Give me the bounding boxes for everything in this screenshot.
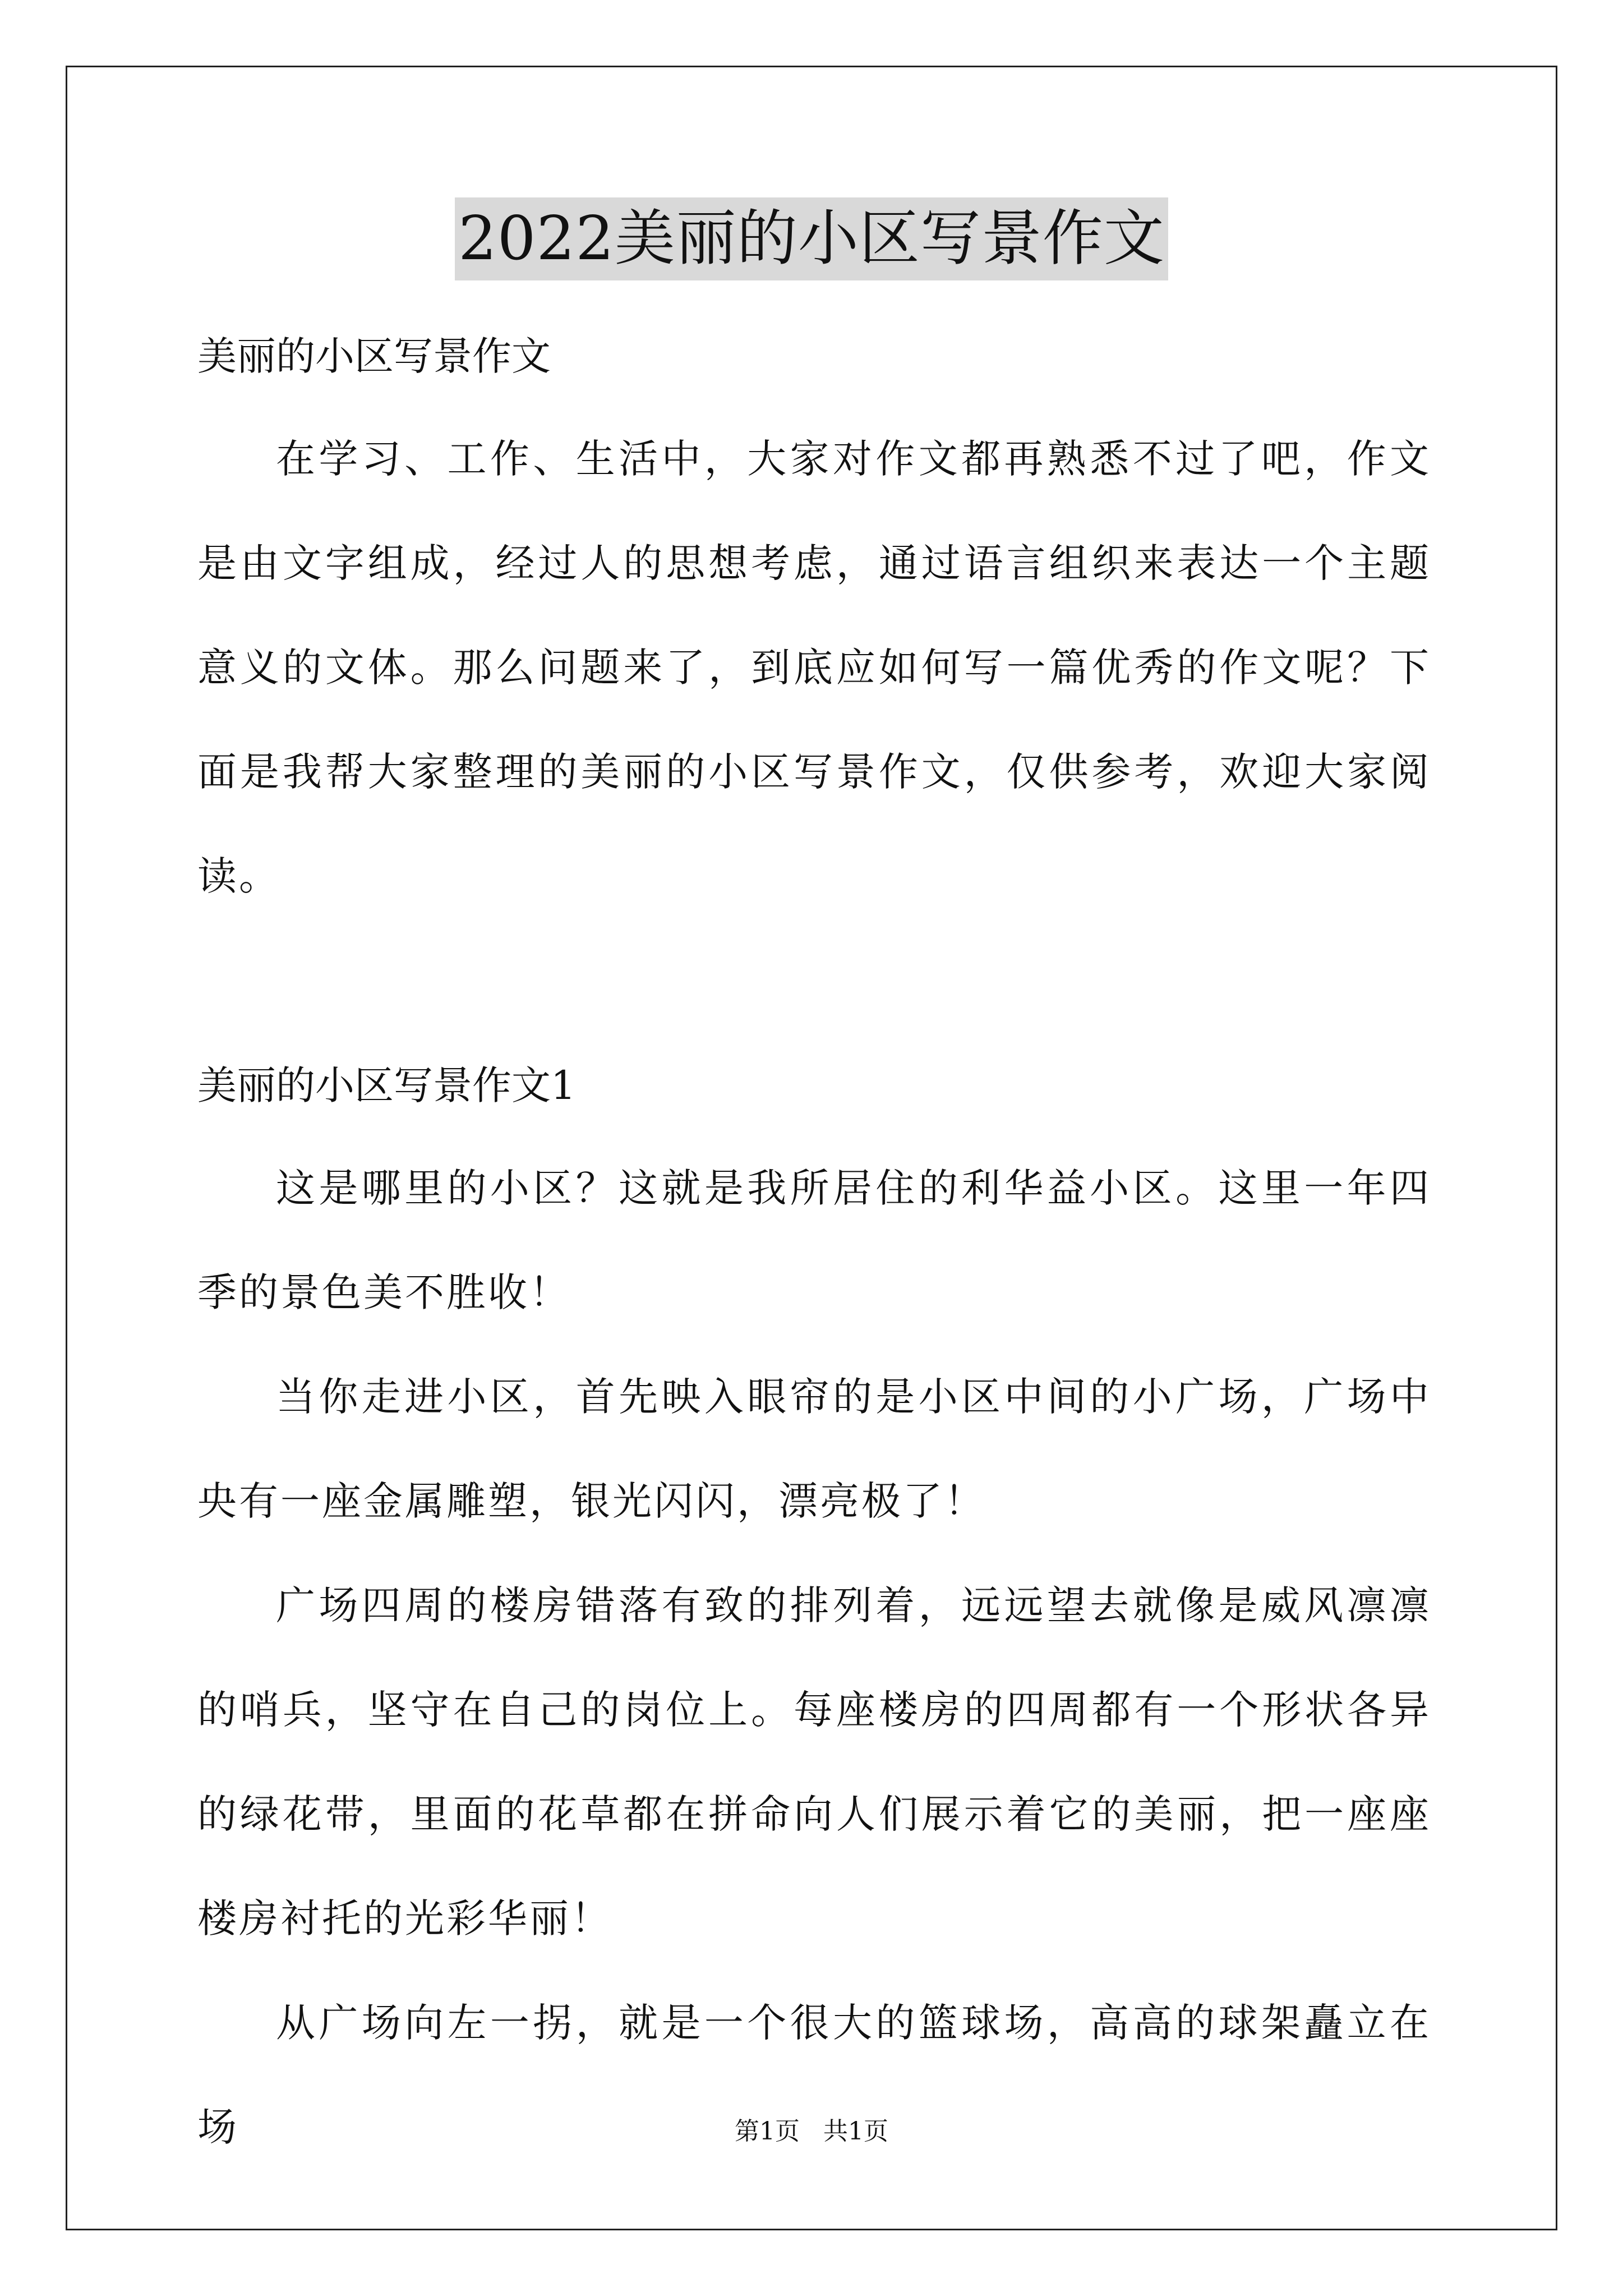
body-paragraph: 这是哪里的小区？这就是我所居住的利华益小区。这里一年四季的景色美不胜收！ [197, 1165, 1431, 1315]
section-spacer [197, 928, 1431, 1035]
document-body [197, 306, 1431, 2179]
body-paragraph: 从广场向左一拐，就是一个很大的篮球场，高高的球架矗立在场 [197, 2000, 1431, 2150]
intro-paragraph: 在学习、工作、生活中，大家对作文都再熟悉不过了吧，作文是由文字组成，经过人的思想考虑，通过语言组织来表达一个主题意义的文体。那么问题来了，到底应如何写一篇优秀的作文呢？下面是我帮大家整理的美丽的小区写景作文，仅供参考，欢迎大家阅读。 [197, 436, 1431, 899]
intro-heading: 美丽的小区写景作文 [197, 333, 551, 379]
document-title: 2022美丽的小区写景作文 [455, 197, 1168, 280]
section-heading: 美丽的小区写景作文1 [197, 1062, 576, 1108]
title-container [0, 197, 1623, 280]
body-paragraph: 广场四周的楼房错落有致的排列着，远远望去就像是威风凛凛的哨兵，坚守在自己的岗位上。每座楼房的四周都有一个形状各异的绿花带，里面的花草都在拼命向人们展示着它的美丽，把一座座楼房衬托的光彩华丽！ [197, 1582, 1431, 1941]
body-paragraph: 当你走进小区，首先映入眼帘的是小区中间的小广场，广场中央有一座金属雕塑，银光闪闪，漂亮极了！ [197, 1374, 1431, 1524]
page-footer: 第1页 共1页 [735, 2117, 888, 2146]
